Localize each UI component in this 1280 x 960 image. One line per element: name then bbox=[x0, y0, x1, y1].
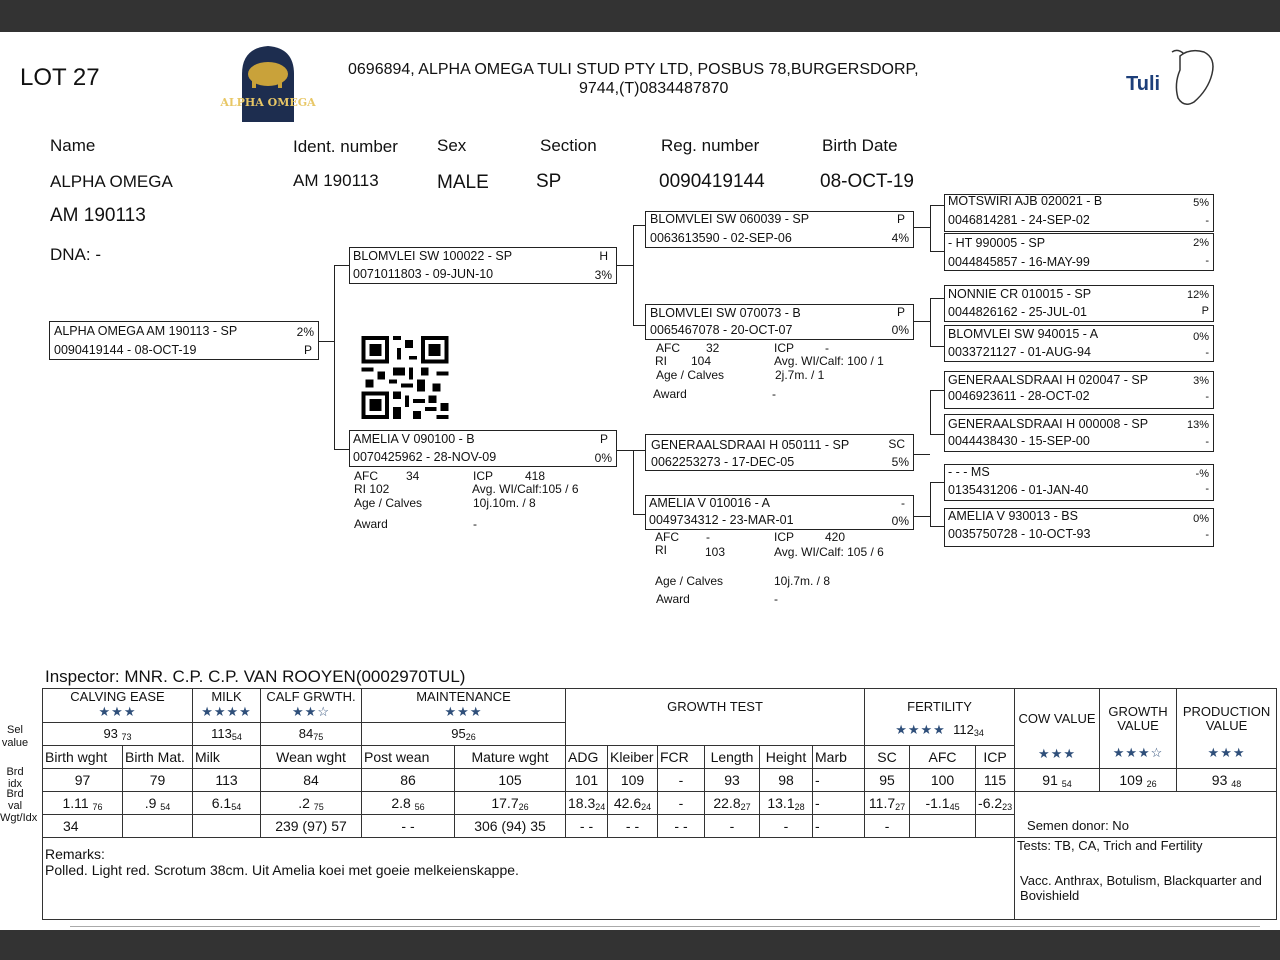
section-label: Section bbox=[540, 136, 597, 155]
pedigree-g3-1: MOTSWIRI AJB 020021 - B 5% 0046814281 - 24-SEP-02 - bbox=[944, 194, 1214, 232]
top-bar bbox=[0, 0, 1280, 32]
pedigree-sire: BLOMVLEI SW 100022 - SP H 0071011803 - 09-JUN-10 3% bbox=[349, 247, 617, 284]
bottom-bar bbox=[0, 930, 1280, 960]
connector bbox=[930, 434, 944, 435]
semen-donor: Semen donor: No bbox=[1015, 815, 1277, 838]
reg-label: Reg. number bbox=[661, 136, 760, 155]
breeder-line-1: 0696894, ALPHA OMEGA TULI STUD PTY LTD, POSBUS 78,BURGERSDORP, bbox=[348, 61, 919, 78]
svg-text:ALPHA OMEGA: ALPHA OMEGA bbox=[220, 96, 316, 109]
selection-value-row: 93 $_{73}$ $113_{54}$ $84_{75}$ $95_{26}$ bbox=[43, 723, 1277, 746]
calf-growth-group: CALF GRWTH. ★★☆ bbox=[261, 689, 362, 723]
sire-dam-stats: AFC 32 ICP - RI 104 Avg. WI/Calf: 100 / 1 Age / Calves 2j.7m. / 1 Award - bbox=[653, 341, 884, 401]
animal-name: ALPHA OMEGA bbox=[50, 172, 173, 191]
remarks-text: Polled. Light red. Scrotum 38cm. Uit Amelia koei met goeie melkeienskappe. bbox=[45, 862, 519, 878]
breeding-value-row: 1.11 $_{76}$ .9 $_{54}$ $6.1_{54}$ .2 $_{75}$ 2.8 $_{56}$ $17.7_{26}$ $18.3_{24}$ $42.6_{24}$ - $22.8_{27}$ $13.1_{28}$ - $11.7_{27}$ $-1.1_{45}$ $-6.2_{23}$ bbox=[43, 792, 1277, 815]
connector bbox=[930, 205, 944, 206]
tests-cell: Tests: TB, CA, Trich and Fertility Vacc. Anthrax, Botulism, Blackquarter and Bovishield bbox=[1015, 838, 1277, 920]
calf-stars-icon: ★★☆ bbox=[292, 704, 330, 719]
connector bbox=[930, 390, 931, 434]
trait-header-row: Birth wght Birth Mat. Milk Wean wght Post wean Mature wght ADG Kleiber FCR Length Height Marb SC AFC ICP bbox=[43, 746, 1277, 769]
growth-value-stars-icon: ★★★☆ bbox=[1112, 745, 1164, 760]
performance-table bbox=[42, 688, 1277, 920]
pedigree-self: ALPHA OMEGA AM 190113 - SP 2% 0090419144 - 08-OCT-19 P bbox=[49, 321, 319, 360]
cow-value-group: COW VALUE ★★★ bbox=[1015, 689, 1100, 769]
connector bbox=[930, 346, 944, 347]
tuli-logo bbox=[1124, 46, 1220, 116]
bottom-rule bbox=[70, 926, 1260, 927]
maintenance-stars-icon: ★★★ bbox=[444, 704, 483, 719]
animal-sex: MALE bbox=[437, 172, 489, 193]
svg-text:Tuli: Tuli bbox=[1126, 73, 1161, 95]
animal-name-line2: AM 190113 bbox=[50, 205, 146, 226]
row-label-sel: Sel value bbox=[1, 724, 29, 749]
cow-stars-icon: ★★★ bbox=[1038, 746, 1077, 761]
connector bbox=[914, 454, 930, 455]
pedigree-g3-4: BLOMVLEI SW 940015 - A 0% 0033721127 - 01-AUG-94 - bbox=[944, 325, 1214, 362]
birth-label: Birth Date bbox=[822, 136, 898, 155]
connector bbox=[617, 265, 633, 266]
connector bbox=[633, 225, 645, 226]
dna-status: DNA: - bbox=[50, 245, 101, 264]
dam-stats: AFC 34 ICP 418 RI 102 Avg. WI/Calf:105 / 6 Age / Calves 10j.10m. / 8 Award - bbox=[354, 469, 579, 531]
connector bbox=[914, 227, 930, 228]
group-header-row bbox=[43, 689, 1277, 723]
connector bbox=[633, 450, 645, 451]
calving-stars-icon: ★★★ bbox=[98, 704, 137, 719]
connector bbox=[930, 298, 931, 346]
connector bbox=[930, 526, 944, 527]
connector bbox=[633, 225, 634, 325]
name-label: Name bbox=[50, 136, 96, 155]
pedigree-dam-sire: GENERAALSDRAAI H 050111 - SP SC 0062253273 - 17-DEC-05 5% bbox=[645, 434, 914, 471]
animal-birth: 08-OCT-19 bbox=[820, 171, 914, 192]
connector bbox=[914, 516, 930, 517]
connector bbox=[930, 390, 944, 391]
fertility-group: FERTILITY ★★★★ $112_{34}$ bbox=[865, 689, 1015, 746]
pedigree-g3-5: GENERAALSDRAAI H 020047 - SP 3% 0046923611 - 28-OCT-02 - bbox=[944, 371, 1214, 409]
connector bbox=[930, 482, 931, 526]
growth-value-group: GROWTH VALUE ★★★☆ bbox=[1100, 689, 1177, 769]
connector bbox=[334, 265, 335, 449]
connector bbox=[633, 450, 634, 514]
maintenance-group: MAINTENANCE ★★★ bbox=[362, 689, 566, 723]
connector bbox=[334, 449, 350, 450]
pedigree-g3-6: GENERAALSDRAAI H 000008 - SP 13% 0044438430 - 15-SEP-00 - bbox=[944, 414, 1214, 452]
production-value-group: PRODUCTION VALUE ★★★ bbox=[1177, 689, 1277, 769]
pedigree-g3-7: - - - MS -% 0135431206 - 01-JAN-40 - bbox=[944, 464, 1214, 501]
weight-index-row: 34 239 (97) 57 - - 306 (94) 35 - - - - - - - - - - Semen donor: No bbox=[43, 815, 1277, 838]
animal-section: SP bbox=[536, 171, 562, 192]
alpha-omega-logo bbox=[220, 44, 316, 126]
pedigree-dam-dam: AMELIA V 010016 - A - 0049734312 - 23-MAR-01 0% bbox=[645, 495, 914, 530]
qr-code bbox=[361, 336, 449, 419]
remarks-row bbox=[43, 838, 1277, 920]
breeding-index-row: 97 79 113 84 86 105 101 109 - 93 98 - 95 100 115 91 $_{54}$ 109 $_{26}$ 93 $_{48}$ bbox=[43, 769, 1277, 792]
ident-label: Ident. number bbox=[293, 137, 398, 156]
row-label-val: Brd val bbox=[6, 788, 24, 812]
connector bbox=[617, 450, 633, 451]
row-label-idx: Brd idx bbox=[6, 766, 24, 790]
lot-number: LOT 27 bbox=[20, 64, 100, 91]
connector bbox=[334, 265, 350, 266]
calving-ease-group: CALVING EASE ★★★ bbox=[43, 689, 193, 723]
pedigree-dam: AMELIA V 090100 - B P 0070425962 - 28-NOV-09 0% bbox=[349, 430, 617, 467]
connector bbox=[930, 482, 944, 483]
milk-group: MILK ★★★★ bbox=[193, 689, 261, 723]
pedigree-g3-3: NONNIE CR 010015 - SP 12% 0044826162 - 25-JUL-01 P bbox=[944, 285, 1214, 322]
animal-reg: 0090419144 bbox=[659, 171, 765, 192]
remarks-cell: Remarks: Polled. Light red. Scrotum 38cm. Uit Amelia koei met goeie melkeienskappe. bbox=[43, 838, 1015, 920]
connector bbox=[633, 325, 645, 326]
pedigree-sire-dam: BLOMVLEI SW 070073 - B P 0065467078 - 20-OCT-07 0% bbox=[645, 304, 914, 340]
breeder-line-2: 9744,(T)0834487870 bbox=[579, 80, 729, 97]
animal-ident: AM 190113 bbox=[293, 171, 379, 190]
dam-dam-stats: AFC - ICP 420 RI 103 Avg. WI/Calf: 105 / 6 Age / Calves 10j.7m. / 8 Award - bbox=[655, 530, 884, 606]
pedigree-sire-sire: BLOMVLEI SW 060039 - SP P 0063613590 - 02-SEP-06 4% bbox=[645, 211, 914, 248]
production-value-stars-icon: ★★★ bbox=[1207, 745, 1246, 760]
connector bbox=[914, 321, 930, 322]
milk-stars-icon: ★★★★ bbox=[201, 704, 252, 719]
fertility-stars-icon: ★★★★ bbox=[895, 722, 946, 737]
connector bbox=[930, 205, 931, 251]
inspector: Inspector: MNR. C.P. C.P. VAN ROOYEN(0002970TUL) bbox=[45, 667, 466, 686]
connector bbox=[930, 251, 944, 252]
sex-label: Sex bbox=[437, 136, 467, 155]
connector bbox=[930, 298, 944, 299]
connector bbox=[318, 341, 334, 342]
pedigree-g3-8: AMELIA V 930013 - BS 0% 0035750728 - 10-OCT-93 - bbox=[944, 508, 1214, 547]
pedigree-g3-2: - HT 990005 - SP 2% 0044845857 - 16-MAY-99 - bbox=[944, 233, 1214, 271]
row-label-wgt: Wgt/Idx bbox=[0, 812, 38, 824]
connector bbox=[633, 514, 645, 515]
growth-test-group: GROWTH TEST bbox=[566, 689, 865, 746]
